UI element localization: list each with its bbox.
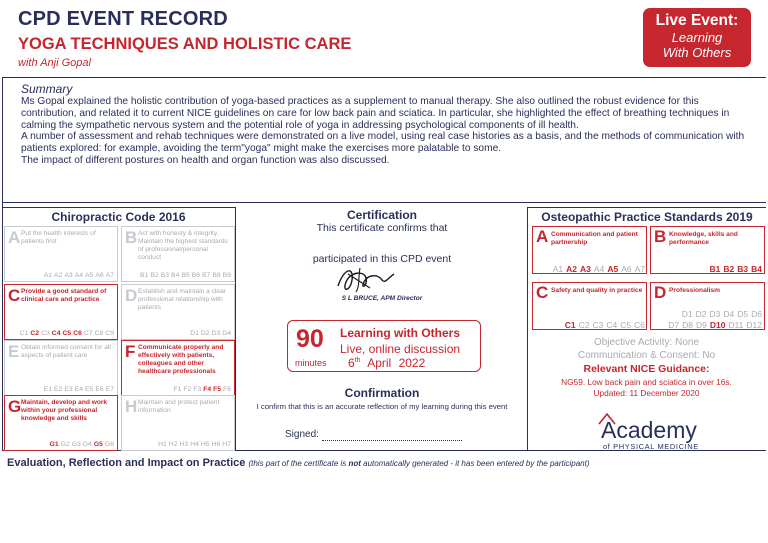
standard-code: C8: [94, 330, 104, 337]
summary-paragraph-2: A number of assessment and rehab techniques were demonstrated on a live model, using real case histories as a basis, and the methods of communication with patients explored: for example, avoiding the term"yoga" might make the exercises more palatable to some.: [21, 131, 745, 155]
standard-code: D2: [200, 330, 210, 337]
standard-text: Act with honesty & integrity. Maintain the highest standards of professional/personal conduct: [138, 230, 228, 261]
standard-text: Professionalism: [669, 287, 720, 294]
standard-code: B3: [737, 264, 749, 274]
standard-code: D3: [211, 330, 221, 337]
standard-letter: G: [8, 397, 22, 416]
standard-code: D8: [682, 320, 693, 330]
standard-code: C3: [592, 320, 604, 330]
chiro-standard-b: [121, 226, 235, 282]
standard-text: Communicate properly and effectively with patients, colleagues and other healthcare professionals: [138, 344, 224, 375]
academy-mark-icon: [597, 412, 617, 426]
standard-code: B4: [751, 264, 762, 274]
badge-line-1: Learning: [671, 30, 723, 45]
osteo-codes-d2: [650, 320, 762, 330]
standard-code: D12: [746, 320, 762, 330]
academy-word: Academy: [601, 417, 697, 443]
standard-code: C7: [83, 330, 93, 337]
certification-line-1: This certificate confirms that: [316, 222, 448, 234]
standard-code: G4: [82, 441, 92, 448]
confirmation-text: I confirm that this is an accurate reflection of my learning during this event: [256, 402, 508, 411]
standard-code: D4: [723, 309, 735, 319]
standard-code: G5: [93, 441, 103, 448]
osteo-codes-b: [650, 264, 762, 274]
standard-code: B2: [723, 264, 735, 274]
standard-letter: C: [8, 286, 21, 305]
event-details-box: [287, 320, 481, 372]
standard-code: B5: [181, 272, 190, 279]
standard-code: D3: [709, 309, 721, 319]
standard-code: A7: [105, 272, 114, 279]
standard-code: B2: [150, 272, 159, 279]
standard-code: D7: [668, 320, 680, 330]
standard-code: A6: [95, 272, 104, 279]
standard-code: A6: [621, 264, 632, 274]
evaluation-heading: [7, 457, 590, 469]
standard-codes: [171, 386, 231, 393]
standard-code: E6: [95, 386, 104, 393]
signatory-name: S L BRUCE, APM Director: [341, 295, 423, 302]
standard-text: Put the health interests of patients first: [21, 230, 96, 245]
summary-paragraph-1: Ms Gopal explained the holistic contribution of yoga-based practices as a supplement to manual therapy. She also outlined the robust evidence for this contribution, and related it to current NICE guidelines on care for low back pain and sciatica. In particular, she highlighted the effect of breathing techniques in calming the sympathetic nervous system and the potential role of yoga in addressing psychological components of ill health.: [21, 96, 730, 131]
standard-code: H7: [222, 441, 231, 448]
standard-codes: [156, 441, 231, 448]
standard-code: A3: [64, 272, 73, 279]
evaluation-note-c: automatically generated - it has been entered by the participant): [360, 459, 590, 468]
standard-code: D1: [681, 309, 693, 319]
chiro-standard-g: [4, 395, 118, 451]
standard-code: H3: [179, 441, 189, 448]
badge-title: Live Event:: [655, 12, 739, 29]
standard-code: C5: [620, 320, 632, 330]
standard-code: H1: [158, 441, 167, 448]
standard-code: F5: [213, 386, 222, 393]
standard-codes: [18, 330, 114, 337]
standard-code: H4: [190, 441, 199, 448]
standard-code: D2: [695, 309, 707, 319]
event-type-title: Learning with Others: [340, 326, 461, 340]
standard-letter: B: [654, 227, 667, 246]
director-signature: [330, 262, 400, 296]
certification-line-2: participated in this CPD event: [312, 253, 452, 265]
standard-code: A4: [593, 264, 605, 274]
academy-logo: [601, 418, 699, 451]
standard-code: B1: [140, 272, 149, 279]
standard-text: Provide a good standard of clinical care and practice: [21, 288, 107, 303]
certification-heading: Certification: [346, 208, 417, 222]
summary-section: [2, 77, 766, 203]
standard-code: F1: [173, 386, 182, 393]
standard-code: G6: [104, 441, 114, 448]
chiropractic-heading: Chiropractic Code 2016: [51, 210, 186, 224]
standard-code: A2: [54, 272, 63, 279]
standard-code: H5: [200, 441, 210, 448]
standard-text: Establish and maintain a clear professional relationship with patients: [138, 288, 226, 311]
badge-line-2: With Others: [662, 45, 732, 60]
standard-letter: D: [654, 283, 667, 302]
standard-text: Maintain and protect patient information: [138, 399, 220, 414]
standard-code: B6: [191, 272, 201, 279]
standard-code: F4: [203, 386, 212, 393]
standard-code: C4: [606, 320, 618, 330]
standard-code: E4: [74, 386, 84, 393]
standard-letter: B: [125, 228, 138, 247]
objective-activity: Objective Activity: None: [593, 337, 700, 348]
standard-codes: [138, 272, 231, 279]
standard-text: Maintain, develop and work within your professional knowledge and skills: [21, 399, 108, 422]
standard-code: D6: [751, 309, 762, 319]
summary-heading: Summary: [21, 82, 73, 96]
standard-text: Communication and patient partnership: [551, 231, 638, 246]
standard-code: C6: [634, 320, 645, 330]
chiro-standard-a: [4, 226, 118, 282]
standard-code: H6: [211, 441, 221, 448]
event-minutes-label: minutes: [295, 358, 327, 368]
standard-code: D4: [222, 330, 231, 337]
standard-code: D11: [728, 320, 744, 330]
standard-code: E2: [54, 386, 63, 393]
standard-code: D9: [695, 320, 707, 330]
standard-code: B9: [222, 272, 231, 279]
osteo-codes-c: [532, 320, 645, 330]
standard-code: A1: [552, 264, 564, 274]
confirmation-heading: Confirmation: [344, 386, 420, 400]
standard-code: C4: [51, 330, 61, 337]
academy-sub: of PHYSICAL MEDICINE: [603, 442, 699, 451]
communication-consent: Communication & Consent: No: [577, 350, 716, 361]
live-event-badge: [643, 8, 751, 67]
standard-code: G1: [49, 441, 59, 448]
event-day-suffix: th: [354, 357, 361, 364]
standard-code: B3: [160, 272, 170, 279]
summary-paragraph-3: The impact of different postures on health and organ function was also discussed.: [21, 154, 390, 166]
standard-code: A4: [74, 272, 84, 279]
standard-code: D1: [190, 330, 199, 337]
signed-label: Signed:: [285, 429, 319, 440]
standard-code: F6: [223, 386, 231, 393]
event-month: April: [367, 356, 392, 370]
standard-code: D10: [709, 320, 726, 330]
standard-code: E5: [85, 386, 94, 393]
standard-letter: E: [8, 342, 20, 361]
standard-code: C1: [564, 320, 576, 330]
standard-code: G3: [71, 441, 81, 448]
standard-code: B1: [709, 264, 721, 274]
standard-code: A5: [85, 272, 94, 279]
chiro-standard-h: [121, 395, 235, 451]
signature-line: [322, 440, 462, 441]
evaluation-note-a: (this part of the certificate is: [248, 459, 349, 468]
standard-code: E1: [43, 386, 53, 393]
page-title: CPD EVENT RECORD: [18, 8, 228, 30]
osteo-codes-d1: [650, 309, 762, 319]
standard-code: F2: [183, 386, 192, 393]
evaluation-title: Evaluation, Reflection and Impact on Practice: [7, 457, 246, 469]
osteopathic-heading: Osteopathic Practice Standards 2019: [541, 210, 753, 224]
event-day: 6: [348, 356, 355, 370]
event-type-sub: Live, online discussion: [340, 342, 461, 356]
standard-code: C6: [73, 330, 82, 337]
standard-code: A1: [43, 272, 53, 279]
standard-code: C1: [19, 330, 29, 337]
standard-code: E3: [64, 386, 73, 393]
standard-letter: F: [125, 342, 136, 361]
osteo-codes-a: [532, 264, 645, 274]
standard-code: B4: [171, 272, 180, 279]
standard-letter: D: [125, 286, 138, 305]
standard-code: E7: [105, 386, 114, 393]
evaluation-note-b: not: [348, 459, 361, 468]
standard-code: C5: [62, 330, 72, 337]
standard-text: Knowledge, skills and performance: [669, 231, 738, 246]
standard-letter: A: [8, 228, 21, 247]
standard-code: B7: [202, 272, 211, 279]
standard-code: C2: [30, 330, 40, 337]
standard-codes: [188, 330, 231, 337]
chiro-standard-e: [4, 340, 118, 396]
standard-code: C2: [578, 320, 590, 330]
standard-text: Obtain informed consent for all aspects of patient care: [21, 344, 111, 359]
standard-code: A5: [607, 264, 619, 274]
nice-guidance: NG59. Low back pain and sciatica in over 16s.: [561, 377, 732, 387]
standard-code: C9: [105, 330, 114, 337]
nice-updated: Updated: 11 December 2020: [593, 388, 700, 398]
standard-letter: H: [125, 397, 138, 416]
standard-letter: A: [536, 227, 549, 246]
chiro-standard-c: [4, 284, 118, 340]
standard-code: G2: [60, 441, 70, 448]
standard-codes: [48, 441, 114, 448]
standard-code: A3: [580, 264, 591, 274]
standard-code: D5: [737, 309, 749, 319]
standard-code: H2: [168, 441, 178, 448]
event-title: YOGA TECHNIQUES AND HOLISTIC CARE: [18, 35, 352, 53]
standard-code: B8: [212, 272, 221, 279]
standard-codes: [42, 272, 114, 279]
event-date: [348, 356, 425, 370]
standard-code: F3: [193, 386, 202, 393]
chiro-standard-d: [121, 284, 235, 340]
standard-letter: C: [536, 283, 549, 302]
chiro-standard-f: [121, 340, 235, 396]
nice-heading: Relevant NICE Guidance:: [583, 363, 710, 375]
standard-code: A7: [634, 264, 645, 274]
standard-code: A2: [566, 264, 578, 274]
event-author: with Anji Gopal: [18, 57, 91, 69]
standard-codes: [42, 386, 114, 393]
event-minutes: 90: [296, 325, 324, 353]
standard-text: Safety and quality in practice: [551, 287, 643, 294]
event-year: 2022: [398, 356, 426, 370]
standard-code: C3: [41, 330, 50, 337]
